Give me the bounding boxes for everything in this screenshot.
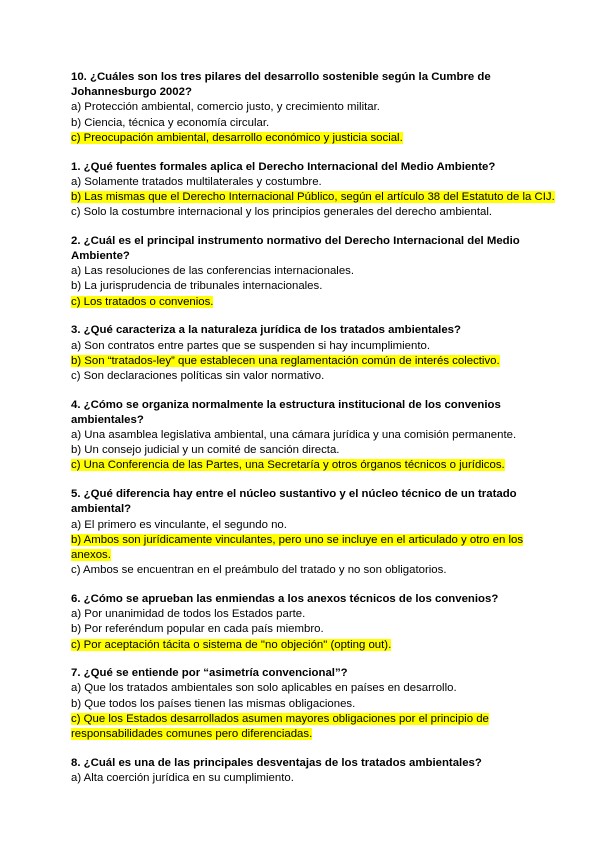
question-title: 1. ¿Qué fuentes formales aplica el Derecho Internacional del Medio Ambiente? — [71, 160, 496, 173]
option-text: a) Solamente tratados multilaterales y costumbre. — [71, 175, 322, 188]
option-text-highlighted: b) Las mismas que el Derecho Internacional Público, según el artículo 38 del Estatuto de la CIJ. — [71, 190, 555, 203]
question-title: 6. ¿Cómo se aprueban las enmiendas a los anexos técnicos de los convenios? — [71, 592, 499, 605]
option-a — [71, 428, 560, 443]
option-c — [71, 458, 560, 473]
option-b — [71, 279, 560, 294]
option-a — [71, 518, 560, 533]
question-title: 7. ¿Qué se entiende por “asimetría convencional”? — [71, 667, 348, 680]
option-c — [71, 295, 560, 310]
question-title: 8. ¿Cuál es una de las principales desventajas de los tratados ambientales? — [71, 756, 482, 769]
question-title: 3. ¿Qué caracteriza a la naturaleza jurídica de los tratados ambientales? — [71, 324, 461, 337]
question-10 — [71, 70, 560, 146]
option-a — [71, 339, 560, 354]
option-text: b) Un consejo judicial y un comité de sanción directa. — [71, 444, 340, 457]
question-5 — [71, 487, 560, 578]
question-8 — [71, 756, 560, 786]
option-text: a) Las resoluciones de las conferencias internacionales. — [71, 265, 355, 278]
option-text-highlighted: b) Son “tratados-ley” que establecen una reglamentación común de interés colectivo. — [71, 354, 500, 367]
option-a — [71, 175, 560, 190]
option-text: c) Solo la costumbre internacional y los principios generales del derecho ambiental. — [71, 206, 493, 219]
option-text: c) Son declaraciones políticas sin valor normativo. — [71, 369, 325, 382]
option-text-highlighted: c) Preocupación ambiental, desarrollo económico y justicia social. — [71, 131, 403, 144]
option-text: a) El primero es vinculante, el segundo no. — [71, 518, 287, 531]
option-c — [71, 369, 560, 384]
option-b — [71, 354, 560, 369]
option-text-highlighted: b) Ambos son jurídicamente vinculantes, pero uno se incluye en el articulado y otro en los anexos. — [71, 533, 524, 561]
option-text: a) Protección ambiental, comercio justo, y crecimiento militar. — [71, 101, 380, 114]
option-text: b) Ciencia, técnica y economía circular. — [71, 116, 270, 129]
option-c — [71, 712, 560, 742]
question-2 — [71, 234, 560, 310]
option-a — [71, 100, 560, 115]
option-text: a) Una asamblea legislativa ambiental, una cámara jurídica y una comisión permanente. — [71, 429, 517, 442]
option-b — [71, 697, 560, 712]
question-6 — [71, 592, 560, 653]
option-c — [71, 563, 560, 578]
option-c — [71, 131, 560, 146]
option-text: b) Por referéndum popular en cada país miembro. — [71, 623, 324, 636]
option-c — [71, 205, 560, 220]
question-4 — [71, 398, 560, 474]
option-b — [71, 443, 560, 458]
question-title: 10. ¿Cuáles son los tres pilares del desarrollo sostenible según la Cumbre de Johannesburgo 2002? — [71, 71, 491, 99]
question-1 — [71, 160, 560, 221]
option-text-highlighted: c) Que los Estados desarrollados asumen mayores obligaciones por el principio de responsabilidades comunes pero diferenciadas. — [71, 712, 489, 741]
option-text: a) Alta coerción jurídica en su cumplimiento. — [71, 771, 294, 784]
option-text: c) Ambos se encuentran en el preámbulo del tratado y no son obligatorios. — [71, 564, 447, 577]
question-title: 2. ¿Cuál es el principal instrumento normativo del Derecho Internacional del Medio Ambiente? — [71, 234, 520, 263]
option-b — [71, 533, 560, 563]
option-b — [71, 622, 560, 637]
option-a — [71, 264, 560, 279]
option-text: a) Son contratos entre partes que se suspenden si hay incumplimiento. — [71, 339, 431, 352]
question-title: 4. ¿Cómo se organiza normalmente la estructura institucional de los convenios ambientales? — [71, 398, 501, 426]
question-3 — [71, 323, 560, 384]
option-text-highlighted: c) Una Conferencia de las Partes, una Secretaría y otros órganos técnicos o jurídicos. — [71, 459, 505, 472]
option-b — [71, 190, 560, 205]
option-a — [71, 771, 560, 786]
option-b — [71, 116, 560, 131]
option-text-highlighted: c) Los tratados o convenios. — [71, 295, 214, 308]
question-7 — [71, 666, 560, 742]
option-text: b) La jurisprudencia de tribunales internacionales. — [71, 280, 323, 293]
option-text: a) Por unanimidad de todos los Estados parte. — [71, 608, 306, 621]
option-a — [71, 681, 560, 696]
option-text-highlighted: c) Por aceptación tácita o sistema de "no objeción" (opting out). — [71, 638, 392, 651]
option-c — [71, 638, 560, 653]
question-title: 5. ¿Qué diferencia hay entre el núcleo sustantivo y el núcleo técnico de un tratado ambiental? — [71, 488, 517, 516]
option-text: b) Que todos los países tienen las mismas obligaciones. — [71, 697, 356, 710]
option-text: a) Que los tratados ambientales son solo aplicables en países en desarrollo. — [71, 682, 457, 695]
option-a — [71, 607, 560, 622]
